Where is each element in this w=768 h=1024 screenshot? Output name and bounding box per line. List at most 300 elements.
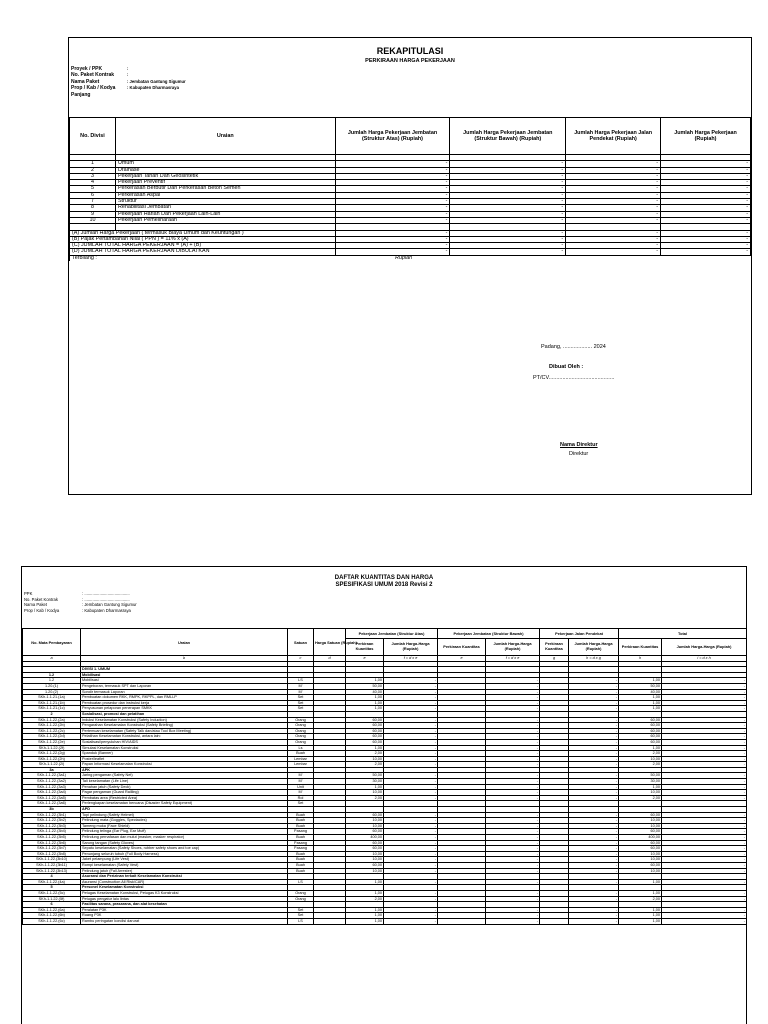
daftar-uraian: Induksi Keselamatan Konstruksi (Safety Induction) [81, 717, 288, 723]
rekap-amount: - [335, 230, 450, 236]
rekap-amount: - [566, 192, 661, 198]
rekap-amount: - [450, 249, 566, 255]
company-line: PT/CV........................................... [533, 375, 615, 381]
daftar-uraian: DIVISI 1. UMUM [81, 667, 288, 673]
daftar-jumlah-jalan: - [569, 823, 619, 829]
daftar-uraian: Asuransi dan Perizinan terkait Keselamatan Konstruksi [81, 874, 288, 880]
daftar-uraian: Topi pelindung (Safety Helmet) [81, 812, 288, 818]
rekap-amount: - [661, 167, 751, 173]
daftar-no: SKh-1.1.22.(3a3) [23, 784, 81, 790]
daftar-jumlah-atas: - [384, 812, 438, 818]
rekap-amount: - [566, 236, 661, 242]
daftar-satuan: Buah [288, 812, 314, 818]
daftar-no: SKh-1.1.22.(2e) [23, 739, 81, 745]
daftar-no: 3b [23, 807, 81, 813]
daftar-qty-total: 400,00 [619, 835, 662, 841]
daftar-jumlah-atas: - [384, 913, 438, 919]
rekap-summary-label: (B) Pajak Pertambahan Nilai ( PPN ) = 11% x (A) [70, 236, 336, 242]
daftar-jumlah-bawah: - [486, 678, 540, 684]
daftar-qty-atas: 50,00 [346, 683, 384, 689]
rekap-amount: - [335, 161, 450, 167]
daftar-qty-bawah [438, 918, 486, 924]
daftar-no: SKh-1.1.22.(3a1) [23, 773, 81, 779]
daftar-jumlah-jalan: - [569, 913, 619, 919]
rekap-amount: - [450, 236, 566, 242]
daftar-qty-atas: 60,00 [346, 812, 384, 818]
daftar-qty-total: 60,00 [619, 717, 662, 723]
daftar-jumlah-atas: - [384, 790, 438, 796]
daftar-group-cell: Pekerjaan Jembatan (Struktur Bawah) [438, 629, 540, 639]
daftar-header-cell: Perkiraan Kuantitas [540, 639, 569, 656]
daftar-jumlah-atas: - [384, 689, 438, 695]
rekap-amount: - [335, 173, 450, 179]
daftar-jumlah-jalan: - [569, 862, 619, 868]
daftar-qty-atas: 2,00 [346, 751, 384, 757]
daftar-uraian: Pelatihan Keselamatan Konstruksi, antara lain: [81, 734, 288, 740]
daftar-jumlah-bawah: - [486, 829, 540, 835]
daftar-satuan: Lembar [288, 756, 314, 762]
daftar-satuan: Orang [288, 739, 314, 745]
daftar-uraian: Penyusunan pelaporan penerapan SMKK [81, 706, 288, 712]
daftar-jumlah-bawah: - [486, 851, 540, 857]
daftar-no: 1.2 [23, 678, 81, 684]
daftar-jumlah-total: - [662, 734, 747, 740]
daftar-uraian: Sondir termasuk Laporan [81, 689, 288, 695]
daftar-qty-atas: 400,00 [346, 835, 384, 841]
meta-value: : ....................................... [82, 596, 130, 602]
rekap-header-cell: Jumlah Harga Pekerjaan (Rupiah) [661, 118, 751, 155]
daftar-uraian: Pembuatan dokumen RKK, RMPK, RKPPL, dan RMLLP [81, 695, 288, 701]
daftar-no: SKh-1.1.22.(3b7) [23, 846, 81, 852]
rekap-summary-label: (A) Jumlah Harga Pekerjaan ( termasuk Biaya Umum dan Keuntungan ) [70, 230, 336, 236]
daftar-header-cell: No. Mata Pembayaran [23, 629, 81, 656]
rekap-amount: - [450, 205, 566, 211]
daftar-no: SKh-1.1.22.(3b1) [23, 812, 81, 818]
daftar-qty-atas: 1,00 [346, 784, 384, 790]
rekap-uraian: Perkerasan Berbutir Dan Perkerasan Beton Semen [115, 186, 335, 192]
daftar-jumlah-jalan: - [569, 745, 619, 751]
rekap-header-row [70, 118, 751, 155]
daftar-satuan: Buah [288, 868, 314, 874]
daftar-jumlah-bawah: - [486, 723, 540, 729]
daftar-header-cell: Jumlah Harga-Harga (Rupiah) [569, 639, 619, 656]
rekap-no: 3 [70, 173, 116, 179]
rekap-amount: - [566, 173, 661, 179]
rekap-uraian: Umum [115, 161, 335, 167]
rekap-amount: - [450, 199, 566, 205]
daftar-jumlah-total: - [662, 868, 747, 874]
daftar-qty-total: 1,00 [619, 907, 662, 913]
daftar-letter-cell: h = d x g [569, 656, 619, 662]
meta-label: Nama Paket [24, 602, 48, 607]
daftar-jumlah-jalan: - [569, 784, 619, 790]
daftar-letter-cell: g [540, 656, 569, 662]
meta-value: : ....................................... [82, 591, 130, 596]
daftar-no: SKh-1.1.22.(3a4) [23, 790, 81, 796]
daftar-no: SKh-1.1.22.(3b2) [23, 818, 81, 824]
daftar-qty-total: 60,00 [619, 728, 662, 734]
daftar-jumlah-jalan: - [569, 695, 619, 701]
daftar-qty-atas: 10,00 [346, 756, 384, 762]
meta-row [71, 92, 186, 98]
rekap-amount: - [661, 173, 751, 179]
daftar-jumlah-jalan: - [569, 835, 619, 841]
daftar-jumlah-bawah: - [486, 913, 540, 919]
daftar-jumlah-bawah: - [486, 695, 540, 701]
daftar-satuan: Set [288, 907, 314, 913]
daftar-jumlah-atas: - [384, 868, 438, 874]
daftar-qty-total: 1,00 [619, 695, 662, 701]
daftar-uraian: Pelindung pernafasan dan mulut (masker, masker respirator) [81, 835, 288, 841]
daftar-no: SKh-1.1.22.(3a5) [23, 795, 81, 801]
daftar-header-cell: Jumlah Harga-Harga (Rupiah) [384, 639, 438, 656]
rekap-amount: - [661, 192, 751, 198]
daftar-jumlah-bawah: - [486, 751, 540, 757]
meta-row [24, 608, 137, 614]
rekap-header-cell: Jumlah Harga Pekerjaan Jalan Pendekat (Rupiah) [566, 118, 661, 155]
daftar-meta [24, 591, 137, 613]
daftar-satuan: LS [288, 678, 314, 684]
daftar-jumlah-atas: - [384, 857, 438, 863]
daftar-qty-atas: 1,00 [346, 918, 384, 924]
rekap-amount: - [661, 161, 751, 167]
rekap-no: 8 [70, 205, 116, 211]
daftar-qty-atas: 30,00 [346, 779, 384, 785]
daftar-qty-total: 1,00 [619, 784, 662, 790]
daftar-no: SKh-1.1.22.(5c) [23, 890, 81, 896]
rekap-uraian: Pekerjaan Pemeliharaan [115, 217, 335, 223]
daftar-jumlah-bawah: - [486, 683, 540, 689]
daftar-jumlah-bawah: - [486, 717, 540, 723]
rekap-subtitle: PERKIRAAN HARGA PEKERJAAN [365, 58, 455, 64]
daftar-no: SKh-1.1.22.(3a2) [23, 779, 81, 785]
daftar-qty-total: 10,00 [619, 818, 662, 824]
daftar-jumlah-bawah: - [486, 700, 540, 706]
direktur-label: Direktur [569, 451, 589, 457]
rekap-no: 10 [70, 217, 116, 223]
terbilang-label: Terbilang : [70, 255, 336, 261]
rekap-page [68, 37, 752, 495]
daftar-qty-atas: 1,00 [346, 913, 384, 919]
daftar-jumlah-bawah: - [486, 823, 540, 829]
daftar-jumlah-jalan: - [569, 918, 619, 924]
daftar-jumlah-jalan: - [569, 818, 619, 824]
daftar-title-1: DAFTAR KUANTITAS DAN HARGA [334, 575, 434, 581]
daftar-qty-atas: 60,00 [346, 829, 384, 835]
daftar-qty-atas: 60,00 [346, 723, 384, 729]
daftar-uraian: Poster/leaflet [81, 756, 288, 762]
daftar-letter-cell: h [619, 656, 662, 662]
rekap-uraian: Perkerasan Aspal [115, 192, 335, 198]
daftar-qty-total: 1,00 [619, 706, 662, 712]
rekap-amount: - [661, 217, 751, 223]
daftar-jumlah-jalan: - [569, 890, 619, 896]
rekap-amount: - [566, 199, 661, 205]
daftar-uraian: Tameng muka (Face Shield) [81, 823, 288, 829]
rekap-amount: - [450, 180, 566, 186]
daftar-uraian: Pelindung mata (Goggles, Spectacles) [81, 818, 288, 824]
meta-label: Proyek / PPK [71, 66, 103, 72]
daftar-uraian: Pembuatan prosedur dan instruksi kerja [81, 700, 288, 706]
meta-label: No. Paket Kontrak [71, 72, 115, 79]
daftar-satuan: Set [288, 913, 314, 919]
daftar-jumlah-jalan: - [569, 683, 619, 689]
rekap-amount: - [450, 161, 566, 167]
daftar-satuan: Orang [288, 717, 314, 723]
daftar-jumlah-atas: - [384, 678, 438, 684]
rekap-body [70, 155, 751, 262]
daftar-jumlah-jalan: - [569, 717, 619, 723]
daftar-no: SKh-1.1.22.(3b4) [23, 829, 81, 835]
daftar-jumlah-atas: - [384, 829, 438, 835]
daftar-no: SKh-1.1.22.(2b) [23, 723, 81, 729]
daftar-satuan: M' [288, 683, 314, 689]
daftar-jumlah-atas: - [384, 762, 438, 768]
daftar-satuan: Set [288, 801, 314, 807]
daftar-jumlah-atas: - [384, 907, 438, 913]
daftar-qty-atas: 10,00 [346, 823, 384, 829]
daftar-uraian: Peralatan P3K [81, 907, 288, 913]
daftar-satuan: Orang [288, 728, 314, 734]
daftar-jumlah-total: - [662, 918, 747, 924]
daftar-qty-total: 10,00 [619, 823, 662, 829]
meta-value: : Kabupaten Dharmasraya [127, 85, 179, 91]
meta-label: Panjang [71, 91, 91, 98]
daftar-uraian: Rompi keselamatan (Safety Vest) [81, 862, 288, 868]
daftar-jumlah-atas: - [384, 840, 438, 846]
rekap-amount: - [566, 186, 661, 192]
daftar-jumlah-total: - [662, 745, 747, 751]
daftar-uraian: Ruang P3K [81, 913, 288, 919]
daftar-satuan: Orang [288, 723, 314, 729]
daftar-jumlah-total: - [662, 779, 747, 785]
daftar-jumlah-atas: - [384, 846, 438, 852]
daftar-uraian: Perlengkapan keselamatan bencana (Disaster Safety Equipment) [81, 801, 288, 807]
daftar-jumlah-atas: - [384, 890, 438, 896]
rekap-amount: - [661, 236, 751, 242]
rupiah-label: Rupiah [335, 255, 750, 261]
meta-value: : Jembatan Gantung Sigumur [82, 602, 137, 607]
daftar-qty-total: 2,00 [619, 795, 662, 801]
daftar-jumlah-atas: - [384, 723, 438, 729]
daftar-jumlah-jalan: - [569, 762, 619, 768]
daftar-satuan: Pasang [288, 829, 314, 835]
daftar-jumlah-bawah: - [486, 689, 540, 695]
rekap-amount: - [450, 243, 566, 249]
daftar-letter-cell: c [288, 656, 314, 662]
daftar-qty-atas: 1,00 [346, 695, 384, 701]
daftar-no: 1.20.(2) [23, 689, 81, 695]
daftar-jumlah-total: - [662, 723, 747, 729]
daftar-jumlah-atas: - [384, 717, 438, 723]
daftar-no: 3a [23, 767, 81, 773]
daftar-satuan: Orang [288, 734, 314, 740]
daftar-satuan: Pasang [288, 840, 314, 846]
rekap-amount: - [450, 230, 566, 236]
rekap-no: 2 [70, 167, 116, 173]
daftar-qty-total: 60,00 [619, 739, 662, 745]
meta-value: : Jembatan Gantung Sigumur [127, 78, 186, 84]
daftar-qty-atas: 60,00 [346, 840, 384, 846]
rekap-amount: - [450, 167, 566, 173]
daftar-title [22, 575, 746, 588]
daftar-jumlah-jalan: - [569, 723, 619, 729]
daftar-letter-cell: e [346, 656, 384, 662]
rekap-amount: - [335, 211, 450, 217]
daftar-qty-atas: 60,00 [346, 728, 384, 734]
daftar-jumlah-jalan: - [569, 734, 619, 740]
daftar-jumlah-jalan: - [569, 728, 619, 734]
daftar-jumlah-total: - [662, 762, 747, 768]
daftar-uraian: Tali keselamatan (Life Line) [81, 779, 288, 785]
daftar-satuan: Buah [288, 751, 314, 757]
rekap-amount: - [450, 192, 566, 198]
daftar-uraian: Sarung tangan (Safety Gloves) [81, 840, 288, 846]
daftar-jumlah-atas: - [384, 706, 438, 712]
daftar-qty-atas: 50,00 [346, 773, 384, 779]
daftar-jumlah-total: - [662, 818, 747, 824]
daftar-no: SKh-1.1.21.(1b) [23, 700, 81, 706]
daftar-jumlah-jalan: - [569, 907, 619, 913]
daftar-jumlah-total: - [662, 700, 747, 706]
daftar-jumlah-total: - [662, 678, 747, 684]
rekap-no: 7 [70, 199, 116, 205]
rekap-no: 5 [70, 186, 116, 192]
daftar-jumlah-jalan: - [569, 700, 619, 706]
rekap-amount: - [566, 161, 661, 167]
rekap-header-cell: Jumlah Harga Pekerjaan Jembatan (Struktur Atas) (Rupiah) [335, 118, 450, 155]
daftar-no: 2 [23, 711, 81, 717]
daftar-satuan: LS [288, 918, 314, 924]
rekap-meta [71, 66, 186, 98]
rekap-amount: - [661, 230, 751, 236]
daftar-jumlah-total: - [662, 835, 747, 841]
daftar-jumlah-jalan: - [569, 773, 619, 779]
daftar-jumlah-jalan: - [569, 751, 619, 757]
daftar-jumlah-total: - [662, 751, 747, 757]
daftar-jumlah-atas: - [384, 823, 438, 829]
daftar-qty-atas: 1,00 [346, 700, 384, 706]
daftar-jumlah-bawah: - [486, 868, 540, 874]
daftar-no: SKh-1.1.22.(2i) [23, 762, 81, 768]
daftar-uraian: Spanduk (Banner) [81, 751, 288, 757]
meta-label: Prop / Kab / Kodya [71, 85, 116, 92]
daftar-jumlah-bawah: - [486, 773, 540, 779]
daftar-qty-total: 10,00 [619, 851, 662, 857]
meta-label: Prop / Kab / Kodya [24, 607, 60, 613]
daftar-no: SKh-1.1.22.(6b) [23, 913, 81, 919]
daftar-letter-cell: a [23, 656, 81, 662]
daftar-letter-cell: b [81, 656, 288, 662]
daftar-jumlah-total: - [662, 683, 747, 689]
daftar-header-cell: Uraian [81, 629, 288, 656]
daftar-jumlah-bawah: - [486, 907, 540, 913]
daftar-qty-total: 60,00 [619, 840, 662, 846]
daftar-jumlah-total: - [662, 756, 747, 762]
rekap-uraian: Pekerjaan Harian Dan Pekerjaan Lain-Lain [115, 211, 335, 217]
rekap-amount: - [335, 205, 450, 211]
meta-label: Nama Paket [71, 78, 100, 85]
daftar-qty-total: 1,00 [619, 700, 662, 706]
daftar-group-cell: Total [619, 629, 747, 639]
daftar-title-2: SPESIFIKASI UMUM 2018 Revisi 2 [335, 581, 433, 588]
daftar-qty-atas: 2,00 [346, 795, 384, 801]
rekap-amount: - [566, 180, 661, 186]
daftar-jumlah-total: - [662, 795, 747, 801]
daftar-jumlah-bawah: - [486, 734, 540, 740]
daftar-body [23, 661, 747, 924]
daftar-letter-cell: i = d x h [662, 656, 747, 662]
daftar-jumlah-bawah: - [486, 739, 540, 745]
daftar-jumlah-atas: - [384, 835, 438, 841]
daftar-jumlah-jalan: - [569, 879, 619, 885]
daftar-jumlah-jalan: - [569, 846, 619, 852]
rekap-amount: - [450, 173, 566, 179]
daftar-qty-atas: 1,00 [346, 890, 384, 896]
daftar-no: 4 [23, 874, 81, 880]
daftar-qty-total: 60,00 [619, 862, 662, 868]
daftar-jumlah-total: - [662, 728, 747, 734]
daftar-jumlah-total: - [662, 689, 747, 695]
daftar-jumlah-atas: - [384, 896, 438, 902]
meta-label: PPK [24, 591, 33, 596]
daftar-qty-atas: 1,00 [346, 678, 384, 684]
daftar-jumlah-atas: - [384, 739, 438, 745]
daftar-satuan: Buah [288, 823, 314, 829]
daftar-harga [314, 918, 346, 924]
daftar-jumlah-total: - [662, 913, 747, 919]
daftar-qty-atas: 60,00 [346, 739, 384, 745]
rekap-amount: - [661, 199, 751, 205]
daftar-qty-atas: 40,00 [346, 689, 384, 695]
daftar-qty-total: 10,00 [619, 857, 662, 863]
daftar-uraian: Personel Keselamatan Konstruksi [81, 885, 288, 891]
daftar-satuan: Orang [288, 896, 314, 902]
rekap-amount: - [566, 211, 661, 217]
daftar-jumlah-atas: - [384, 773, 438, 779]
daftar-jumlah-bawah: - [486, 818, 540, 824]
daftar-jumlah-total: - [662, 840, 747, 846]
daftar-uraian: Penahan jatuh (Safety Deck) [81, 784, 288, 790]
daftar-uraian: Mobilisasi [81, 678, 288, 684]
daftar-jumlah-atas: - [384, 728, 438, 734]
daftar-qty-atas: 60,00 [346, 717, 384, 723]
daftar-letter-cell: d [314, 656, 346, 662]
daftar-satuan: LS [288, 879, 314, 885]
daftar-qty-atas: 60,00 [346, 734, 384, 740]
daftar-qty-total: 50,00 [619, 773, 662, 779]
daftar-letter-cell: f = d x e [384, 656, 438, 662]
daftar-jumlah-bawah: - [486, 840, 540, 846]
daftar-qty-total: 60,00 [619, 829, 662, 835]
dibuat-oleh: Dibuat Oleh : [549, 364, 584, 370]
daftar-jumlah-bawah: - [486, 835, 540, 841]
place-date: Padang, ................... 2024 [541, 344, 606, 350]
daftar-uraian: Pembatas area (Restricted Area) [81, 795, 288, 801]
daftar-jumlah-jalan: - [569, 739, 619, 745]
daftar-jumlah-jalan: - [569, 812, 619, 818]
rekap-header-cell: Uraian [115, 118, 335, 155]
rekap-amount: - [661, 205, 751, 211]
daftar-uraian: Pelindung telinga (Ear Plug, Ear Muff) [81, 829, 288, 835]
daftar-no: SKh-1.1.22.(2d) [23, 734, 81, 740]
rekap-uraian: Pekerjaan Tanah Dan Geosintetik [115, 173, 335, 179]
daftar-jumlah-bawah: - [486, 784, 540, 790]
daftar-jumlah-jalan: - [569, 851, 619, 857]
rekap-amount: - [450, 217, 566, 223]
rekap-uraian: Struktur [115, 199, 335, 205]
daftar-satuan: Rol [288, 795, 314, 801]
